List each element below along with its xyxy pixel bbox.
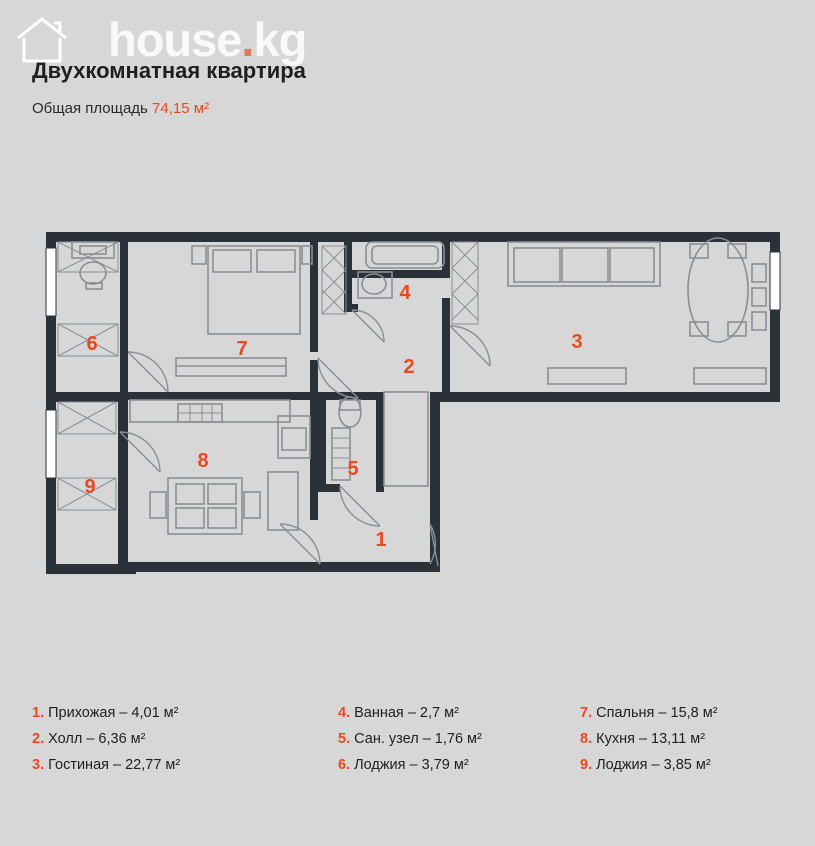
legend-column-2 xyxy=(338,700,482,778)
room-number-8: 8 xyxy=(197,450,209,472)
legend-column-1 xyxy=(32,700,180,778)
plan-walls xyxy=(46,232,780,574)
room-number-5: 5 xyxy=(347,458,359,480)
total-area-value: 74,15 м² xyxy=(152,100,210,117)
room-number-2: 2 xyxy=(403,356,415,378)
legend xyxy=(0,700,815,810)
legend-text-6: Лоджия – 3,79 м² xyxy=(350,757,469,773)
legend-item-1 xyxy=(32,700,180,726)
legend-item-7 xyxy=(580,700,718,726)
floor-plan-svg xyxy=(0,180,815,620)
room-number-labels xyxy=(84,282,582,551)
legend-item-6 xyxy=(338,752,482,778)
legend-item-3 xyxy=(32,752,180,778)
page-title: Двухкомнатная квартира xyxy=(32,58,306,83)
legend-item-4 xyxy=(338,700,482,726)
legend-text-1: Прихожая – 4,01 м² xyxy=(44,705,179,721)
watermark-tld: kg xyxy=(253,13,307,66)
total-area-line xyxy=(32,100,209,117)
legend-text-8: Кухня – 13,11 м² xyxy=(592,731,706,747)
legend-text-7: Спальня – 15,8 м² xyxy=(592,705,718,721)
legend-text-3: Гостиная – 22,77 м² xyxy=(44,757,181,773)
legend-item-2 xyxy=(32,726,180,752)
legend-item-5 xyxy=(338,726,482,752)
watermark-main: house xyxy=(108,13,242,66)
legend-text-5: Сан. узел – 1,76 м² xyxy=(350,731,482,747)
legend-number-1: 1. xyxy=(32,705,45,721)
room-number-4: 4 xyxy=(399,282,411,304)
room-number-3: 3 xyxy=(571,331,583,353)
room-number-9: 9 xyxy=(84,476,96,498)
legend-number-4: 4. xyxy=(338,705,351,721)
legend-number-7: 7. xyxy=(580,705,593,721)
legend-text-9: Лоджия – 3,85 м² xyxy=(592,757,711,773)
room-number-6: 6 xyxy=(86,333,98,355)
room-number-7: 7 xyxy=(236,338,248,360)
plan-furniture xyxy=(58,238,766,534)
legend-item-8 xyxy=(580,726,718,752)
legend-column-3 xyxy=(580,700,718,778)
legend-text-2: Холл – 6,36 м² xyxy=(44,731,146,747)
room-number-1: 1 xyxy=(375,529,387,551)
legend-text-4: Ванная – 2,7 м² xyxy=(350,705,459,721)
legend-number-5: 5. xyxy=(338,731,351,747)
legend-item-9 xyxy=(580,752,718,778)
floor-plan xyxy=(0,180,815,620)
legend-number-9: 9. xyxy=(580,757,593,773)
legend-number-3: 3. xyxy=(32,757,45,773)
legend-number-6: 6. xyxy=(338,757,351,773)
watermark-dot: . xyxy=(241,13,254,66)
legend-number-8: 8. xyxy=(580,731,593,747)
legend-number-2: 2. xyxy=(32,731,45,747)
total-area-label: Общая площадь xyxy=(32,100,148,117)
